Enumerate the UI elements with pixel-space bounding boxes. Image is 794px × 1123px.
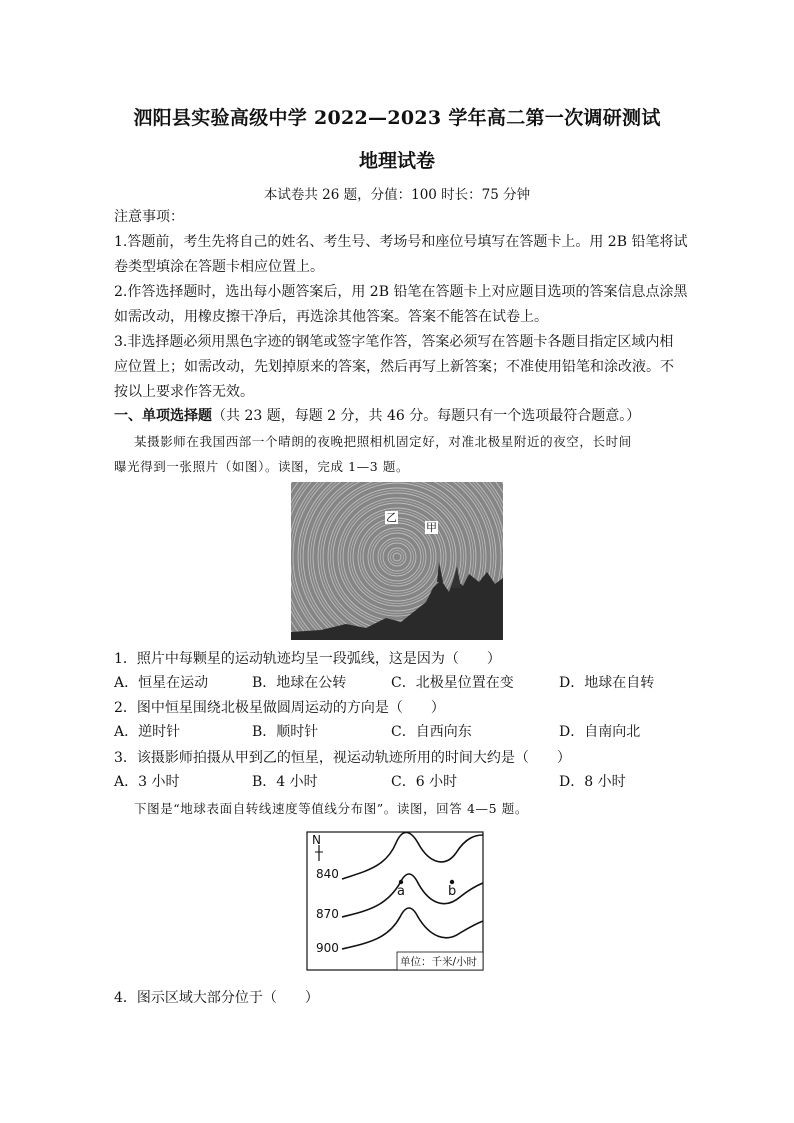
notice-heading: 注意事项： (114, 209, 184, 225)
intro-line: 下图是“地球表面自转线速度等值线分布图”。读图，回答 4—5 题。 (134, 801, 528, 816)
intro-line: 曝光得到一张照片（如图）。读图，完成 1—3 题。 (114, 459, 410, 474)
notice-line: 3.非选择题必须用黑色字迹的钢笔或签字笔作答，答案必须写在答题卡各题目指定区域内相 (114, 334, 674, 350)
intro-line: 某摄影师在我国西部一个晴朗的夜晚把照相机固定好，对准北极星附近的夜空，长时间 (134, 434, 632, 449)
page-subtitle: 地理试卷 (358, 150, 435, 172)
star-label-yi: 乙 (386, 511, 397, 524)
page-title: 泗阳县实验高级中学 2022—2023 学年高二第一次调研测试 (133, 107, 661, 129)
notice-line: 按以上要求作答无效。 (114, 384, 254, 400)
option: B．顺时针 (252, 724, 319, 740)
question-stem: 1．照片中每颗星的运动轨迹均呈一段弧线，这是因为（ ） (114, 651, 501, 667)
option: C．北极星位置在变 (391, 675, 514, 691)
notice-line: 1.答题前，考生先将自己的姓名、考生号、考场号和座位号填写在答题卡上。用 2B 铅笔将试 (114, 234, 688, 250)
option: D．8 小时 (559, 774, 626, 790)
star-trail-graphic (291, 482, 503, 640)
exam-info: 本试卷共 26 题，分值：100 时长：75 分钟 (263, 187, 531, 203)
star-trail-photo (291, 482, 503, 640)
notice-line: 如需改动，用橡皮擦干净后，再选涂其他答案。答案不能答在试卷上。 (114, 309, 548, 325)
option: C．6 小时 (391, 774, 458, 790)
option: A．逆时针 (114, 724, 181, 740)
isoline-label-870: 870 (316, 907, 339, 921)
north-label: N (312, 833, 321, 847)
section-desc: （共 23 题，每题 2 分，共 46 分。每题只有一个选项最符合题意。） (212, 408, 641, 424)
option: C．自西向东 (391, 724, 472, 740)
question-stem: 3．该摄影师拍摄从甲到乙的恒星，视运动轨迹所用的时间大约是（ ） (114, 750, 571, 766)
option: A．恒星在运动 (114, 675, 209, 691)
option: D．地球在自转 (559, 675, 655, 691)
isoline-figure (306, 831, 484, 971)
point-b-label: b (448, 884, 457, 899)
section-heading (114, 404, 640, 428)
point-a-label: a (397, 884, 405, 899)
option: B．地球在公转 (252, 675, 347, 691)
unit-label: 单位：千米/小时 (400, 956, 478, 968)
notice-line: 应位置上；如需改动，先划掉原来的答案，然后再写上新答案；不准使用铅笔和涂改液。不 (114, 359, 674, 375)
notice-line: 2.作答选择题时，选出每小题答案后，用 2B 铅笔在答题卡上对应题目选项的答案信息点涂黑 (114, 284, 688, 300)
isoline-label-900: 900 (316, 941, 339, 955)
section-label: 一、单项选择题 (114, 408, 212, 424)
isoline-label-840: 840 (316, 867, 339, 881)
notice-line: 卷类型填涂在答题卡相应位置上。 (114, 259, 324, 275)
question-stem: 4．图示区域大部分位于（ ） (114, 990, 319, 1006)
option: A．3 小时 (114, 774, 180, 790)
option: B．4 小时 (252, 774, 318, 790)
option: D．自南向北 (559, 724, 641, 740)
question-stem: 2．图中恒星围绕北极星做圆周运动的方向是（ ） (114, 700, 445, 716)
star-label-jia: 甲 (426, 521, 437, 534)
